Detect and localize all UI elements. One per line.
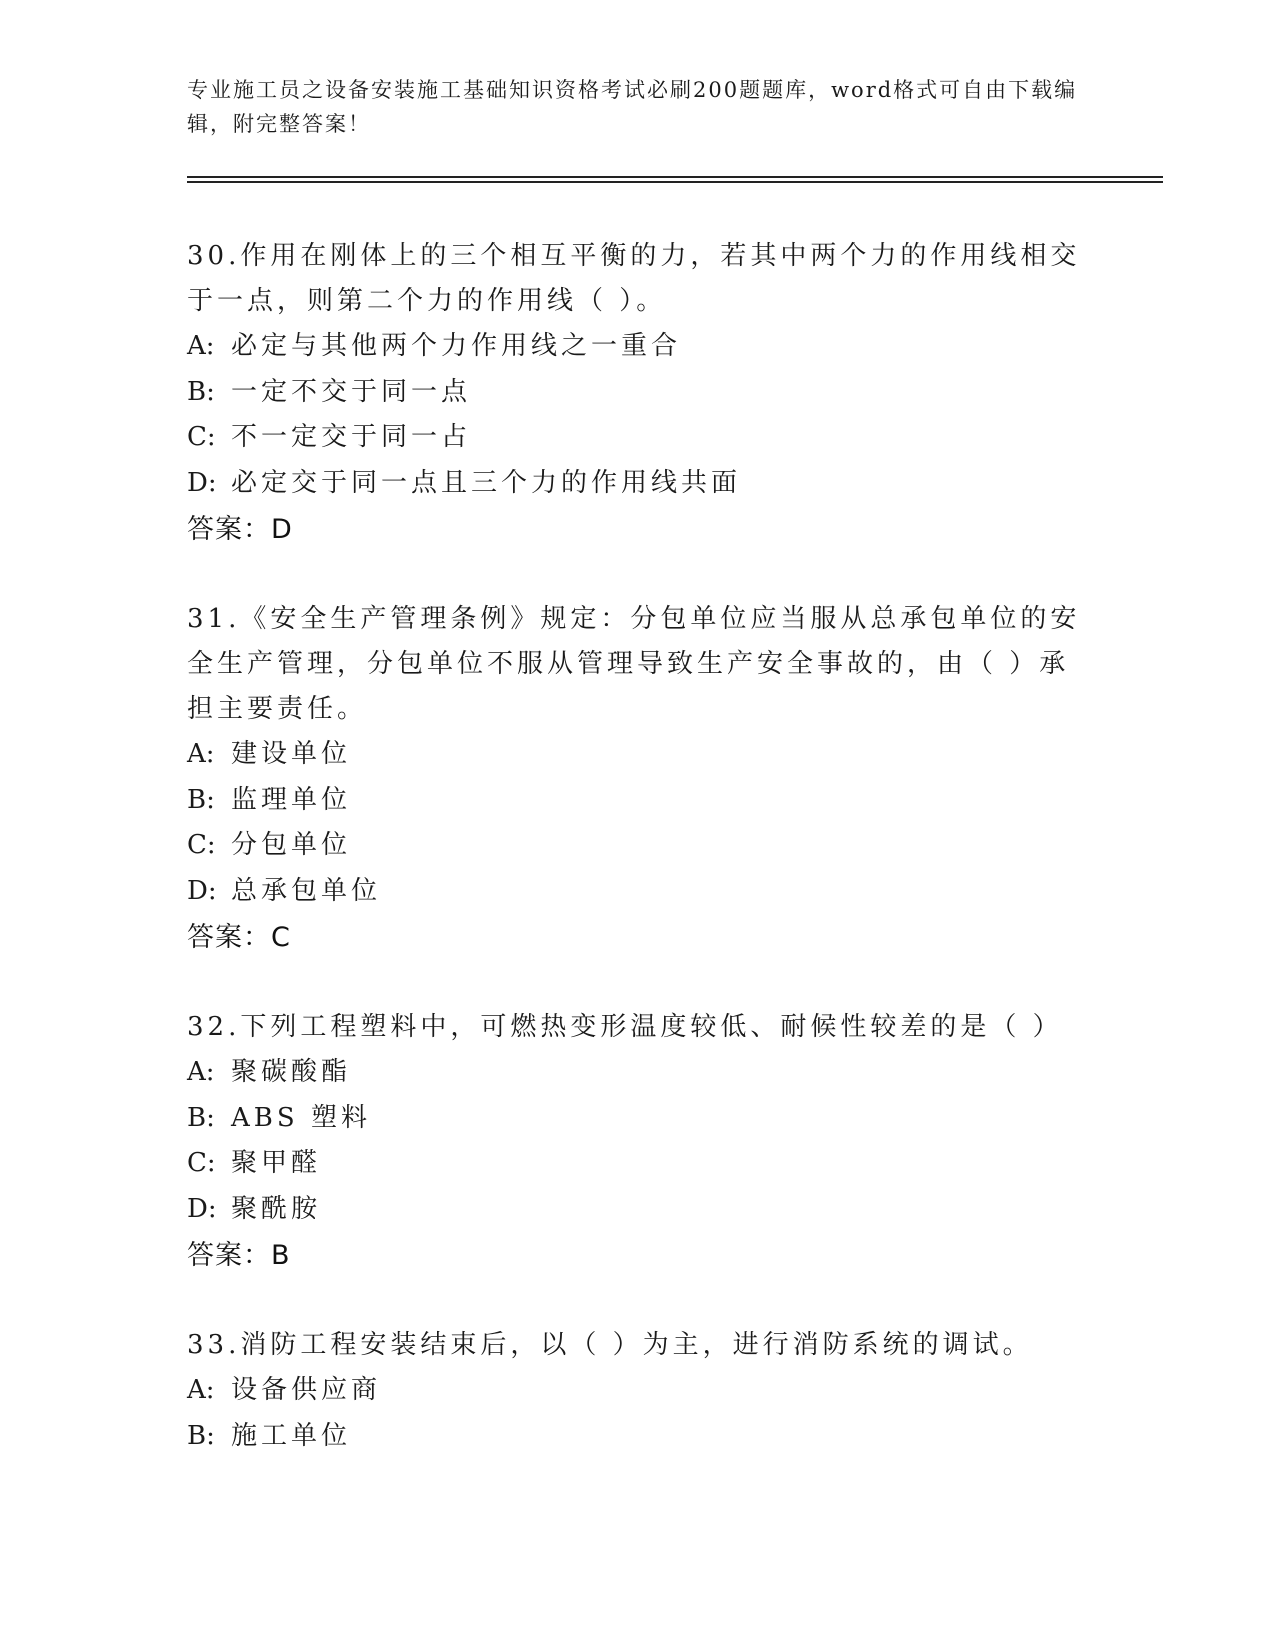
option-letter: D: — [187, 467, 217, 498]
option-text: 必定与其他两个力作用线之一重合 — [231, 331, 682, 361]
question-stem: 31.《安全生产管理条例》规定：分包单位应当服从总承包单位的安全生产管理，分包单位不服从管理导致生产安全事故的，由（ ）承担主要责任。 — [187, 604, 1081, 724]
question-list — [187, 234, 1087, 1503]
option-a — [187, 732, 1087, 778]
option-text: ABS 塑料 — [231, 1102, 371, 1133]
option-b — [187, 778, 1087, 824]
option-c — [187, 415, 1087, 461]
header-divider-bottom — [187, 181, 1163, 183]
option-letter: B: — [187, 376, 215, 407]
question-stem: 32.下列工程塑料中，可燃热变形温度较低、耐候性较差的是（ ） — [187, 1012, 1063, 1042]
option-c — [187, 1141, 1087, 1187]
question-stem: 30.作用在刚体上的三个相互平衡的力，若其中两个力的作用线相交于一点，则第二个力的作用线（ ）。 — [187, 241, 1081, 316]
option-letter: A: — [187, 739, 215, 769]
option-text: 一定不交于同一点 — [231, 376, 472, 407]
option-d — [187, 1187, 1087, 1233]
option-text: 不一定交于同一占 — [231, 422, 472, 452]
document-title: 专业施工员之设备安装施工基础知识资格考试必刷200题题库，word格式可自由下载编辑，附完整答案！ — [187, 78, 1078, 136]
option-letter: B: — [187, 1102, 215, 1133]
option-b — [187, 1414, 1087, 1460]
question-stem: 33.消防工程安装结束后，以（ ）为主，进行消防系统的调试。 — [187, 1330, 1033, 1360]
option-letter: C: — [187, 422, 216, 452]
option-text: 必定交于同一点且三个力的作用线共面 — [231, 467, 742, 498]
option-b — [187, 370, 1087, 416]
option-letter: D: — [187, 875, 217, 906]
option-text: 聚甲醛 — [231, 1148, 322, 1178]
option-b — [187, 1096, 1087, 1142]
option-text: 聚碳酸酯 — [231, 1057, 352, 1087]
option-a — [187, 1050, 1087, 1096]
answer-label: 答案：C — [187, 922, 291, 953]
option-text: 分包单位 — [231, 830, 352, 860]
option-letter: C: — [187, 830, 216, 860]
option-letter: A: — [187, 1375, 215, 1405]
option-text: 施工单位 — [231, 1420, 352, 1451]
option-text: 设备供应商 — [231, 1375, 382, 1405]
option-letter: B: — [187, 1420, 215, 1451]
question-33 — [187, 1323, 1087, 1459]
question-30 — [187, 234, 1087, 553]
option-text: 监理单位 — [231, 784, 352, 815]
option-c — [187, 823, 1087, 869]
option-letter: A: — [187, 1057, 215, 1087]
option-d — [187, 461, 1087, 507]
option-letter: C: — [187, 1148, 216, 1178]
option-letter: D: — [187, 1193, 217, 1224]
option-text: 总承包单位 — [231, 875, 382, 906]
answer-label: 答案：B — [187, 1240, 291, 1271]
option-letter: A: — [187, 331, 215, 361]
option-a — [187, 1368, 1087, 1414]
header-divider-top — [187, 176, 1163, 178]
question-31 — [187, 597, 1087, 961]
option-d — [187, 869, 1087, 915]
option-text: 聚酰胺 — [231, 1193, 322, 1224]
answer-label: 答案：D — [187, 514, 293, 545]
question-32 — [187, 1005, 1087, 1279]
option-letter: B: — [187, 784, 215, 815]
option-text: 建设单位 — [231, 739, 352, 769]
option-a — [187, 324, 1087, 370]
